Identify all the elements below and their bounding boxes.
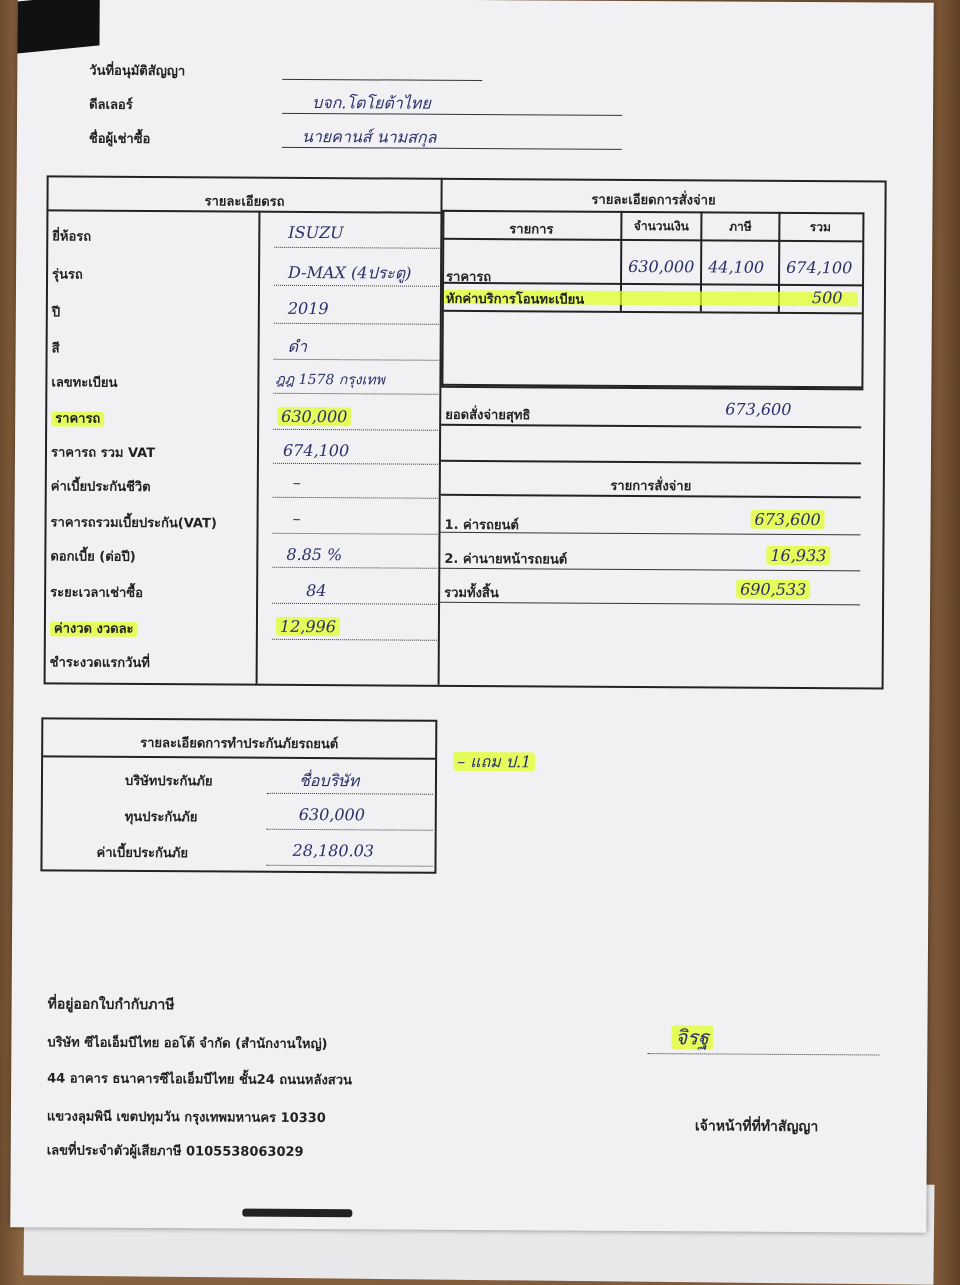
car-row-label: ชำระงวดแรกวันที่ xyxy=(49,655,150,672)
col-header-total: รวม xyxy=(809,220,831,235)
car-row-value: 674,100 xyxy=(282,440,350,461)
tax-address-label: ที่อยู่ออกใบกำกับภาษี xyxy=(47,996,175,1014)
car-row-value: ดำ xyxy=(287,336,308,356)
insurance-row-label: ทุนประกันภัย xyxy=(124,809,198,826)
net-payment-value: 673,600 xyxy=(725,399,792,419)
car-row-value: D-MAX (4ประตู) xyxy=(288,262,412,283)
car-row-label: ค่าเบี้ยประกันชีวิต xyxy=(50,479,151,496)
contract-date-label: วันที่อนุมัติสัญญา xyxy=(89,63,186,80)
officer-label: เจ้าหน้าที่ที่ทำสัญญา xyxy=(694,1118,819,1136)
signature-line xyxy=(647,1053,879,1055)
insurance-title: รายละเอียดการทำประกันภัยรถยนต์ xyxy=(140,735,339,753)
tax-id: เลขที่ประจำตัวผู้เสียภาษี 0105538063029 xyxy=(46,1143,304,1160)
company-name: บริษัท ซีไอเอ็มบีไทย ออโต้ จำกัด (สำนักงานใหญ่) xyxy=(47,1035,328,1053)
car-row-value: 8.85 % xyxy=(286,544,343,565)
insurance-row-value: 630,000 xyxy=(298,804,366,825)
payee-label: 1. ค่ารถยนต์ xyxy=(444,517,519,534)
scan-mark xyxy=(242,1209,352,1218)
col-header-amount: จำนวนเงิน xyxy=(633,218,689,234)
insurance-row-label: บริษัทประกันภัย xyxy=(124,773,213,790)
car-row-label: สี xyxy=(51,341,60,357)
insurance-row-label: ค่าเบี้ยประกันภัย xyxy=(96,845,189,862)
car-row-label: เลขทะเบียน xyxy=(51,375,118,391)
payment-row-total: 500 xyxy=(811,288,843,308)
car-row-label: ค่างวด งวดละ xyxy=(50,617,138,639)
lessee-label: ชื่อผู้เช่าซื้อ xyxy=(88,131,151,148)
car-row-label: ดอกเบี้ย (ต่อปี) xyxy=(50,549,136,565)
col-header-tax: ภาษี xyxy=(729,219,752,234)
car-row-label: ราคารถรวมเบี้ยประกัน(VAT) xyxy=(50,515,217,532)
insurance-row-value: 28,180.03 xyxy=(292,840,375,861)
car-row-value: 2019 xyxy=(287,298,329,319)
address-line-2: แขวงลุมพินี เขตปทุมวัน กรุงเทพมหานคร 10330 xyxy=(46,1109,326,1127)
car-row-label: ปี xyxy=(51,305,61,321)
car-row-label: รุ่นรถ xyxy=(52,267,83,283)
payee-value: 690,533 xyxy=(736,580,810,599)
lessee-value: นายคานส์ นามสกุล xyxy=(301,126,437,147)
car-row-label: ราคารถ xyxy=(51,407,104,428)
car-row-label: ยี่ห้อรถ xyxy=(52,229,92,245)
car-row-value: – xyxy=(292,472,301,492)
car-row-label: ระยะเวลาเช่าซื้อ xyxy=(50,585,143,601)
car-row-value: – xyxy=(292,508,301,528)
payee-title: รายการสั่งจ่าย xyxy=(610,478,692,495)
payee-label: รวมทั้งสิ้น xyxy=(444,585,499,602)
tape-strip xyxy=(17,0,99,54)
payee-value: 673,600 xyxy=(751,510,825,529)
contract-document xyxy=(10,0,933,1233)
address-line-1: 44 อาคาร ธนาคารซีไอเอ็มบีไทย ชั้น24 ถนนหลังสวน xyxy=(47,1071,352,1089)
insurance-row-value: ชื่อบริษัท xyxy=(298,770,360,791)
car-row-value: ฎฎ 1578 กรุงเทพ xyxy=(275,371,385,389)
col-header-item: รายการ xyxy=(509,222,554,238)
payment-row-item: ราคารถ xyxy=(446,269,492,286)
payment-row-tax: 44,100 xyxy=(708,257,765,277)
payment-row-amount: 630,000 xyxy=(628,256,695,277)
contract-date-line xyxy=(282,79,482,81)
net-payment-label: ยอดสั่งจ่ายสุทธิ xyxy=(445,407,531,424)
payment-details-title: รายละเอียดการสั่งจ่าย xyxy=(591,192,716,209)
dealer-value: บจก.โตโยต้าไทย xyxy=(312,93,431,113)
payee-value: 16,933 xyxy=(766,546,830,565)
car-row-value: 84 xyxy=(306,580,327,601)
car-row-value: ISUZU xyxy=(288,222,344,243)
payee-label: 2. ค่านายหน้ารถยนต์ xyxy=(444,551,568,568)
payment-row-total: 674,100 xyxy=(786,257,853,278)
insurance-note: – แถม ป.1 xyxy=(453,750,535,776)
car-row-label: ราคารถ รวม VAT xyxy=(50,445,156,462)
car-row-value: 12,996 xyxy=(276,617,340,636)
car-row-value: 630,000 xyxy=(277,407,351,426)
payment-row-item: หักค่าบริการโอนทะเบียน xyxy=(445,291,585,308)
car-details-title: รายละเอียดรถ xyxy=(204,194,285,210)
officer-signature: จิรฐ xyxy=(671,1021,713,1053)
dealer-label: ดีลเลอร์ xyxy=(89,97,133,113)
